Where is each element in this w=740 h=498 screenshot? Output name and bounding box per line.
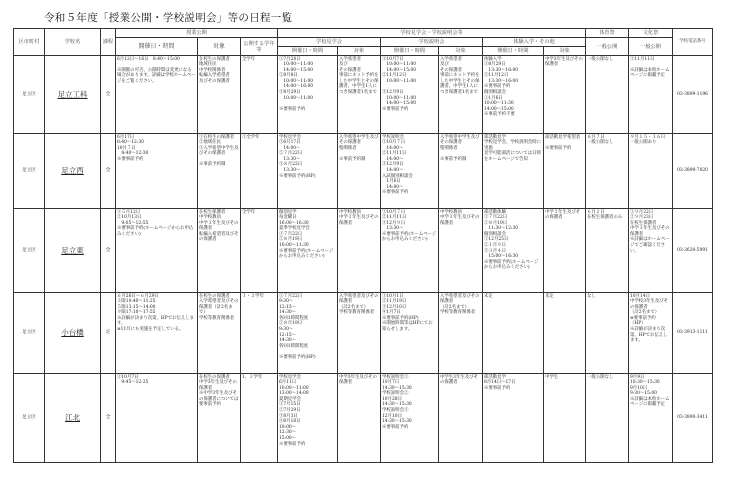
briefing-date-cell: 学校説明会① 10月7日 14:30～15:30 学校説明会② 10月28日 14:30～15:30 学校説明会③ 12月10日 14:30～15:30 ※要事前予約 — [381, 374, 439, 463]
class-target-cell: 在校生の保護者 入学希望者及びその保護者（計2名まで） 学校等教育関係者 — [198, 293, 241, 374]
course-cell: 全 — [101, 134, 116, 209]
trial-target-cell: 中学3年生及びその保護者 — [544, 56, 586, 134]
visit-date-cell: 学校見学会 ①6月17日 14:00～ ②７月22日 13:30～ ③８月22日 13:30～ ※要事前予約(HP) — [278, 134, 338, 209]
class-date-cell: ６月26日～６月29日 ３限10:40～11:25 ５限13:15～14:00 ９限17:10～17:55 ※詳細が決まり次第、HPでお伝えします。 ※11月にも実施を予定している。 — [116, 293, 198, 374]
class-target-cell: 在校生保護者 中学校教員 中学３年生及びその保護者 転編入希望者及びその保護者 — [198, 209, 241, 293]
sports-cell: ６月７日 一般公開なし — [586, 134, 629, 209]
table-row — [14, 56, 713, 134]
culture-cell: ①９月22日 ②９月23日 在校生保護者 中学３年生及びその保護者 ※詳細はホームページでご確認ください。 — [629, 209, 673, 293]
grades-cell: 1、２学年 — [241, 374, 278, 463]
class-date-cell: 6月12日～16日 8:40～15:00 ※開催の可否、公開時間は変更になる場合があります。詳細は学校ホームページをご覧ください。 — [116, 56, 198, 134]
header-trial: 体験入学・その他 — [483, 38, 586, 47]
briefing-date-cell: 学校説明会 ①10月７日 14:00～ ②11月11日 14:00～ ③12月9日 14:00～ 入試個別相談会 1月6日 14:00～ ※要事前予約 — [381, 134, 439, 209]
tel-cell: 03-3899-7020 — [673, 134, 713, 209]
visit-target-cell: 中学校教員 中学３年生及びその保護者 — [338, 209, 381, 293]
course-cell: 定 — [101, 293, 116, 374]
trial-date-cell: 部活動見学 8月14日～17日 ※要事前予約 — [483, 374, 544, 463]
header-trial-date: 開催日・時間 — [483, 47, 544, 56]
schedule-table — [13, 28, 713, 463]
briefing-date-cell: ①10月７日 ②11月11日 ③12月９日 13:30～ ※要事前予約(ホームページからお申込みください) — [381, 209, 439, 293]
culture-cell: ９月１５・１６日 一般公開あり — [629, 134, 673, 209]
page-title: 令和５年度「授業公開・学校説明会」等の日程一覧 — [44, 12, 293, 24]
visit-date-cell: 個別見学 毎金曜日 16:00～16:30 夏季学校見学会 ①７月22日 ②８月19日 10:00～11:30 ※要事前予約(ホームページからお申込みください) — [278, 209, 338, 293]
trial-date-cell: 体験入学 ①8月29日 13:30～16:00 ②11月12日 13:30～16:00 ※要事前予約 個別相談会 ①1月6日 10:00～11:30 14:00～15:00 ※事前予約不要 — [483, 56, 544, 134]
course-cell: 全 — [101, 374, 116, 463]
sports-cell: 一般公開なし — [586, 56, 629, 134]
table-row — [14, 293, 713, 374]
header-culture-public: 一般公開 — [629, 38, 673, 56]
visit-date-cell: ①７月22日 9:30～ 12:15～ 14:30～ 各回1時間程度 ②８月19日 9:30～ 12:15～ 14:30～ 各回1時間程度 ※要事前予約(HP) — [278, 293, 338, 374]
school-name-link[interactable]: 小台橋 — [61, 328, 84, 338]
visit-target-cell: 中学3年生及びその保護者 — [338, 374, 381, 463]
school-cell — [45, 374, 101, 463]
header-school: 学校名 — [45, 29, 101, 56]
culture-cell: 9月9日 10:30～15:30 9月10日 9:30～15:00 ※詳細は本校ホームページに掲載予定 — [629, 374, 673, 463]
header-sports-public: 一般公開 — [586, 38, 629, 56]
trial-date-cell: 部活動体験 ①７月22日 ②８月19日 11:30～12:30 個別相談会 ①12月25日 ②１月９日 ③３月４日 15:00～16:30 ※要事前予約(ホームページからお申込みください) — [483, 209, 544, 293]
header-trial-target: 対象 — [544, 47, 586, 56]
course-cell: 全 — [101, 56, 116, 134]
ward-cell: 足立区 — [14, 293, 45, 374]
trial-target-cell: 未定 — [544, 293, 586, 374]
tel-cell: 03-3899-1196 — [673, 56, 713, 134]
sports-cell: ６月２日 在校生保護者のみ — [586, 209, 629, 293]
trial-target-cell: 部活動見学希望者 ※要事前予約 — [544, 134, 586, 209]
briefing-target-cell: 入学希望者 及び その保護者 事前にネット予約をした中学生とその保護者。中学生1人につき保護者1名まで — [439, 56, 483, 134]
school-name-link[interactable]: 江北 — [65, 413, 80, 423]
header-grades: 公開する学年等 — [241, 38, 278, 56]
class-date-cell: ①10月7日 9:45～12:35 — [116, 374, 198, 463]
ward-cell: 足立区 — [14, 374, 45, 463]
header-briefing-target: 対象 — [439, 47, 483, 56]
briefing-date-cell: ①10月1日 ②11月19日 ③12月10日 ④1月7日 ※要事前予約(HP) ※開始時間等はHPにてお知らせします。 — [381, 293, 439, 374]
school-name-link[interactable]: 足立工科 — [57, 89, 88, 99]
ward-cell: 足立区 — [14, 209, 45, 293]
header-sports: 体育祭 — [586, 29, 629, 38]
tel-cell: 03-3890-3411 — [673, 374, 713, 463]
header-culture: 文化祭 — [629, 29, 673, 38]
header-class-target: 対象 — [198, 38, 241, 56]
briefing-target-cell: 入学希望中学生及びその保護者 塾関係者 ※事前予約制 — [439, 134, 483, 209]
course-cell: 全 — [101, 209, 116, 293]
grades-cell: 全学年 — [241, 209, 278, 293]
trial-target-cell: 中学生 — [544, 374, 586, 463]
visit-target-cell: 入学希望者 及び その保護者 事前にネット予約をした中学生とその保護者。中学生1人につき保護者1名まで — [338, 56, 381, 134]
ward-cell: 足立区 — [14, 134, 45, 209]
header-briefing-date: 開催日・時間 — [381, 47, 439, 56]
sports-cell: 一般公開なし — [586, 374, 629, 463]
grades-cell: ①全学年 — [241, 134, 278, 209]
tel-cell: 03-3620-5991 — [673, 209, 713, 293]
briefing-target-cell: 中学校教員 中学３年生及びその保護者 — [439, 209, 483, 293]
header-class-open: 授業公開 — [116, 29, 278, 38]
header-tel: 学校電話番号 — [673, 29, 713, 56]
header-class-date: 開催日・時間 — [116, 38, 198, 56]
grades-cell: 全学年 — [241, 56, 278, 134]
header-visit-date: 開催日・時間 — [278, 47, 338, 56]
grades-cell: １・２学年 — [241, 293, 278, 374]
header-course: 課程 — [101, 29, 116, 56]
school-cell — [45, 293, 101, 374]
visit-date-cell: 学校見学会 6月11日 10:00～11:00 13:00～14:00 夏期見学会 ①7月15日 ②7月29日 ③8月3日 ④8月18日 10:00～ 12:30～ 15:00～ ※要事前予約 — [278, 374, 338, 463]
table-row — [14, 209, 713, 293]
briefing-target-cell: 中学生3年生及びその保護者 — [439, 374, 483, 463]
sports-cell: なし — [586, 293, 629, 374]
class-target-cell: ①在校生の保護者 ②地域住民 ③入学希望中学生及びその保護者 ※事前予約制 — [198, 134, 241, 209]
class-date-cell: 6月17日 8:40～12:30 10月７日 8:40～12:30 ※要事前予約 — [116, 134, 198, 209]
ward-cell: 足立区 — [14, 56, 45, 134]
header-visit: 学校見学会 — [278, 38, 381, 47]
school-cell — [45, 209, 101, 293]
briefing-target-cell: 入学希望者及びその保護者 （計2名まで） 学校等教育関係者 — [439, 293, 483, 374]
trial-date-cell: 部活動見学 学校見学会、学校説明会時に実施 見学可能部活については日時をホームページで告知 — [483, 134, 544, 209]
table-row — [14, 134, 713, 209]
school-name-link[interactable]: 足立東 — [61, 245, 84, 255]
culture-cell: 10月14日 中学校3年生及びその保護者 （計2名まで） ※要事前予約 （HP） ※詳細が決まり次第、HPでお伝えします。 — [629, 293, 673, 374]
header-visit-group: 学校見学会・学校説明会等 — [278, 29, 586, 38]
table-row — [14, 374, 713, 463]
visit-date-cell: ①7月28日 10:00～11:00 14:00～15:00 ②8月8日 10:00～11:00 14:00～16:00 ③8月29日 10:00～11:00 ※要事前予約 — [278, 56, 338, 134]
school-name-link[interactable]: 足立西 — [61, 166, 84, 176]
visit-target-cell: 入学希望中学生及びその保護者 塾関係者 ※事前予約制 — [338, 134, 381, 209]
culture-cell: ①11月11日 ※詳細は本校ホームページに掲載予定 — [629, 56, 673, 134]
class-date-cell: ①５月12日 ②10月13日 9:05～12:55 ※要事前予約(ホームページからお申込みください) — [116, 209, 198, 293]
trial-date-cell: 未定 — [483, 293, 544, 374]
class-target-cell: 在校生の保護者 中学3年生及びその保護者 ※中学3年生及びその保護者については要事前予約 — [198, 374, 241, 463]
visit-target-cell: 入学希望者及びその保護者 （計2名まで） 学校等教育関係者 — [338, 293, 381, 374]
tel-cell: 03-3913-1111 — [673, 293, 713, 374]
briefing-date-cell: ①10月7日 10:00～11:00 14:00～15:00 ②11月12日 10:00～11:00 ③12月9日 10:00～11:00 14:00～15:00 ※要事前予約 — [381, 56, 439, 134]
header-briefing: 学校説明会 — [381, 38, 483, 47]
header-ward: 区市町村 — [14, 29, 45, 56]
class-target-cell: 在校生の保護者 地域住民 中学校関係者 転編入学希望者 及びその保護者 — [198, 56, 241, 134]
school-cell — [45, 56, 101, 134]
school-cell — [45, 134, 101, 209]
header-visit-target: 対象 — [338, 47, 381, 56]
trial-target-cell: 中学３年生及びその保護者 — [544, 209, 586, 293]
